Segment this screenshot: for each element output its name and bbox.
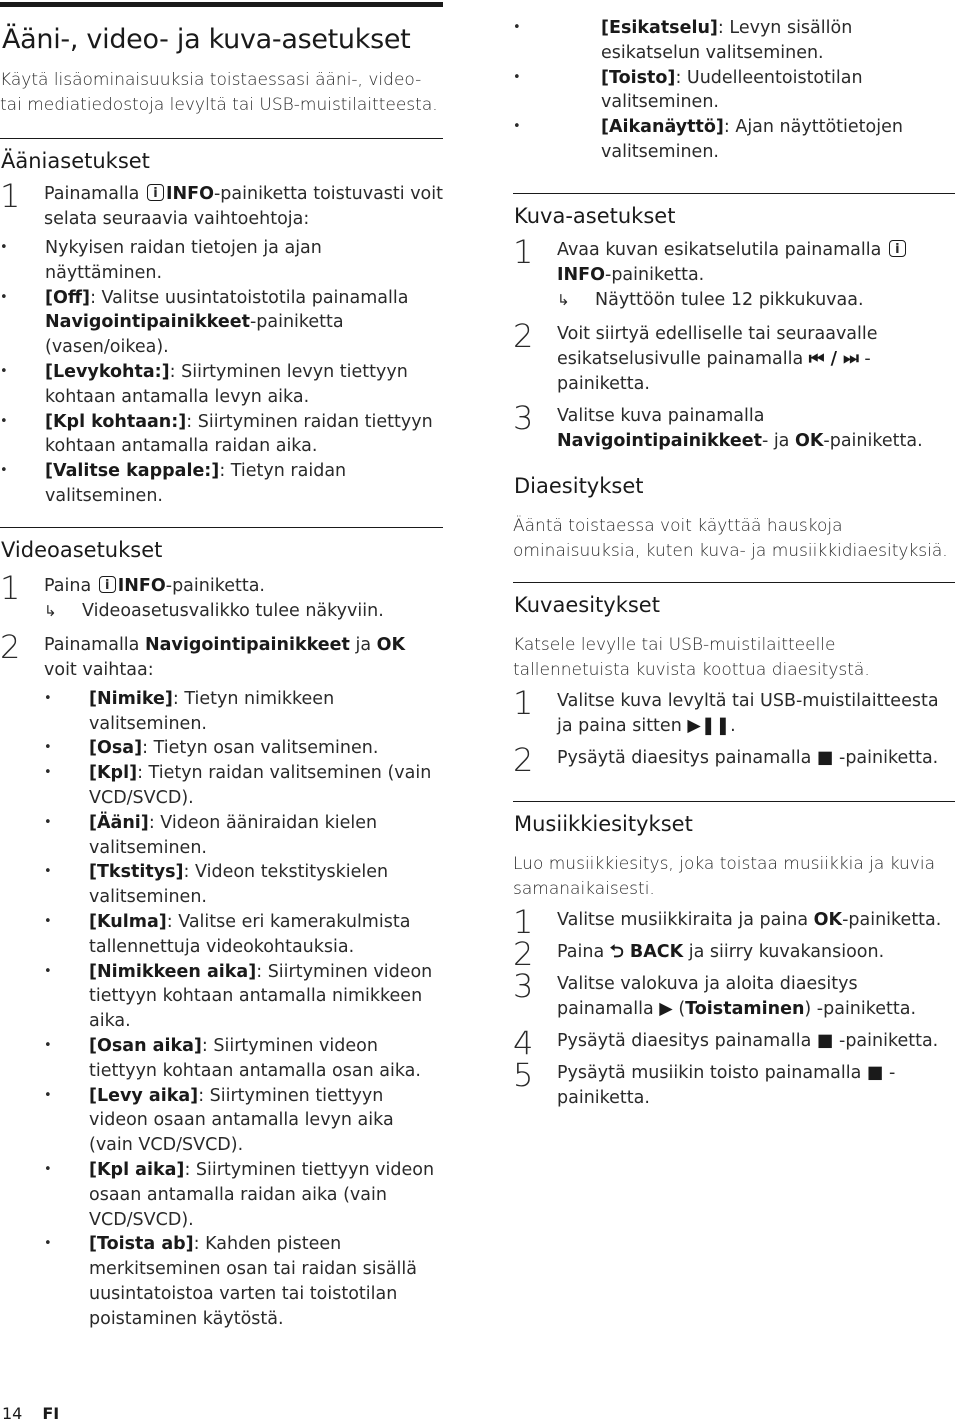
- slideshows-intro: Ääntä toistaessa voit käyttää hauskoja ominaisuuksia, kuten kuva- ja musiikkidiaesityksiä.: [513, 515, 948, 561]
- page-intro: Käytä lisäominaisuuksia toistaessasi ääni-, video- tai mediatiedostoja levyltä tai USB-muistilaitteesta.: [0, 70, 438, 115]
- right-column: [513, 0, 955, 1111]
- music-step-4: 4 Pysäytä diaesitys painamalla ■ -painiketta.: [513, 1023, 939, 1062]
- info-icon: [889, 240, 906, 257]
- back-icon: ⮌: [609, 941, 624, 962]
- music-slideshow-heading: Musiikkiesitykset: [514, 811, 693, 836]
- info-icon: [147, 184, 164, 201]
- music-step-2: 2 Paina ⮌ BACK ja siirry kuvakansioon.: [513, 934, 885, 973]
- play-icon: ▶: [659, 998, 673, 1019]
- page-number: 14: [2, 1404, 23, 1423]
- list-item: • [Valitse kappale:]: Tietyn raidan valitseminen.: [0, 459, 443, 509]
- stop-icon: ■: [816, 747, 834, 768]
- section-rule: [513, 801, 955, 802]
- list-item: • [Off]: Valitse uusintatoistotila painamalla Navigointipainikkeet-painiketta (vasen/oikea).: [0, 286, 443, 360]
- photo-step-2: 2 Pysäytä diaesitys painamalla ■ -painiketta.: [513, 740, 939, 779]
- video-options-list-continued: [513, 16, 955, 165]
- top-rule: [0, 2, 443, 7]
- list-item: • [Osan aika]: Siirtyminen videon tiettyyn kohtaan antamalla osan aika.: [44, 1034, 443, 1084]
- audio-step-1: 1 Painamalla i INFO-painiketta toistuvasti voit selata seuraavia vaihtoehtoja:: [0, 182, 443, 232]
- list-item: • [Nimikkeen aika]: Siirtyminen videon tiettyyn kohtaan antamalla nimikkeen aika.: [44, 960, 443, 1034]
- list-item: • [Kpl aika]: Siirtyminen tiettyyn videon osaan antamalla raidan aika (vain VCD/SVCD).: [44, 1158, 443, 1232]
- list-item: • [Esikatselu]: Levyn sisällön esikatselun valitseminen.: [513, 16, 955, 66]
- section-rule: [513, 193, 955, 194]
- list-item: • [Tkstitys]: Videon tekstityskielen valitseminen.: [44, 860, 443, 910]
- slideshows-heading: Diaesitykset: [514, 473, 644, 498]
- list-item: • [Ääni]: Videon ääniraidan kielen valitseminen.: [44, 811, 443, 861]
- audio-heading: Ääniasetukset: [1, 149, 150, 173]
- prev-next-icon: ⏮ / ⏭: [808, 348, 859, 369]
- result-arrow-icon: ↳: [44, 601, 57, 620]
- list-item: • [Kulma]: Valitse eri kamerakulmista tallennettuja videokohtauksia.: [44, 910, 443, 960]
- picture-step-1-result: ↳ Näyttöön tulee 12 pikkukuvaa.: [557, 288, 955, 313]
- result-arrow-icon: ↳: [557, 290, 570, 309]
- video-heading: Videoasetukset: [1, 537, 163, 562]
- music-slideshow-intro: Luo musiikkiesitys, joka toistaa musiikkia ja kuvia samanaikaisesti.: [513, 853, 935, 899]
- play-pause-icon: ▶❚❚: [687, 715, 731, 736]
- list-item: • [Nimike]: Tietyn nimikkeen valitseminen.: [44, 687, 443, 737]
- list-item: • [Osa]: Tietyn osan valitseminen.: [44, 736, 443, 761]
- picture-heading: Kuva-asetukset: [514, 203, 676, 228]
- list-item: • [Kpl]: Tietyn raidan valitseminen (vain VCD/SVCD).: [44, 761, 443, 811]
- video-step-2: 2 Painamalla Navigointipainikkeet ja OK voit vaihtaa:: [0, 627, 406, 680]
- video-step-1-result: ↳ Videoasetusvalikko tulee näkyviin.: [44, 599, 443, 624]
- audio-options-list: [44, 236, 443, 509]
- list-item: • [Kpl kohtaan:]: Siirtyminen raidan tiettyyn kohtaan antamalla raidan aika.: [0, 410, 443, 460]
- list-item: • [Toisto]: Uudelleentoistotilan valitseminen.: [513, 66, 955, 116]
- list-item: • [Levy aika]: Siirtyminen tiettyyn videon osaan antamalla levyn aika (vain VCD/SVCD).: [44, 1084, 443, 1158]
- info-icon: [99, 576, 116, 593]
- list-item: • [Toista ab]: Kahden pisteen merkitseminen osan tai raidan sisällä uusintatoistoa varten tai toistotilan poistaminen käytöstä.: [44, 1232, 443, 1331]
- video-step-1: 1 Paina i INFO-painiketta.: [0, 574, 443, 599]
- stop-icon: ■: [866, 1062, 884, 1083]
- music-step-3: 3 Valitse valokuva ja aloita diaesitys painamalla ▶ (Toistaminen) -painiketta.: [513, 966, 917, 1019]
- language-code: FI: [42, 1404, 60, 1423]
- section-rule: [0, 138, 443, 139]
- section-rule: [513, 582, 955, 583]
- list-item: • [Aikanäyttö]: Ajan näyttötietojen valitseminen.: [513, 115, 955, 165]
- music-step-1: 1 Valitse musiikkiraita ja paina OK-painiketta.: [513, 902, 942, 941]
- picture-step-1: 1 Avaa kuvan esikatselutila painamalla i INFO-painiketta.: [513, 238, 955, 288]
- stop-icon: ■: [816, 1030, 834, 1051]
- list-item: • Nykyisen raidan tietojen ja ajan näyttäminen.: [0, 236, 443, 286]
- picture-step-2: 2 Voit siirtyä edelliselle tai seuraavalle esikatselusivulle painamalla ⏮ / ⏭ -painiketta.: [513, 316, 878, 394]
- picture-step-3: 3 Valitse kuva painamalla Navigointipainikkeet- ja OK-painiketta.: [513, 398, 923, 451]
- photo-slideshow-heading: Kuvaesitykset: [514, 592, 660, 617]
- photo-step-1: 1 Valitse kuva levyltä tai USB-muistilaitteesta ja paina sitten ▶❚❚.: [513, 683, 939, 736]
- list-item: • [Levykohta:]: Siirtyminen levyn tiettyyn kohtaan antamalla levyn aika.: [0, 360, 443, 410]
- section-rule: [0, 527, 443, 528]
- photo-slideshow-intro: Katsele levylle tai USB-muistilaitteelle tallennetuista kuvista koottua diaesitystä.: [513, 634, 870, 680]
- left-column: [0, 0, 443, 1331]
- page-title: Ääni-, video- ja kuva-asetukset: [2, 24, 411, 55]
- music-step-5: 5 Pysäytä musiikin toisto painamalla ■ -painiketta.: [513, 1055, 896, 1108]
- video-options-list: [0, 687, 443, 1332]
- page-footer: [2, 1404, 79, 1423]
